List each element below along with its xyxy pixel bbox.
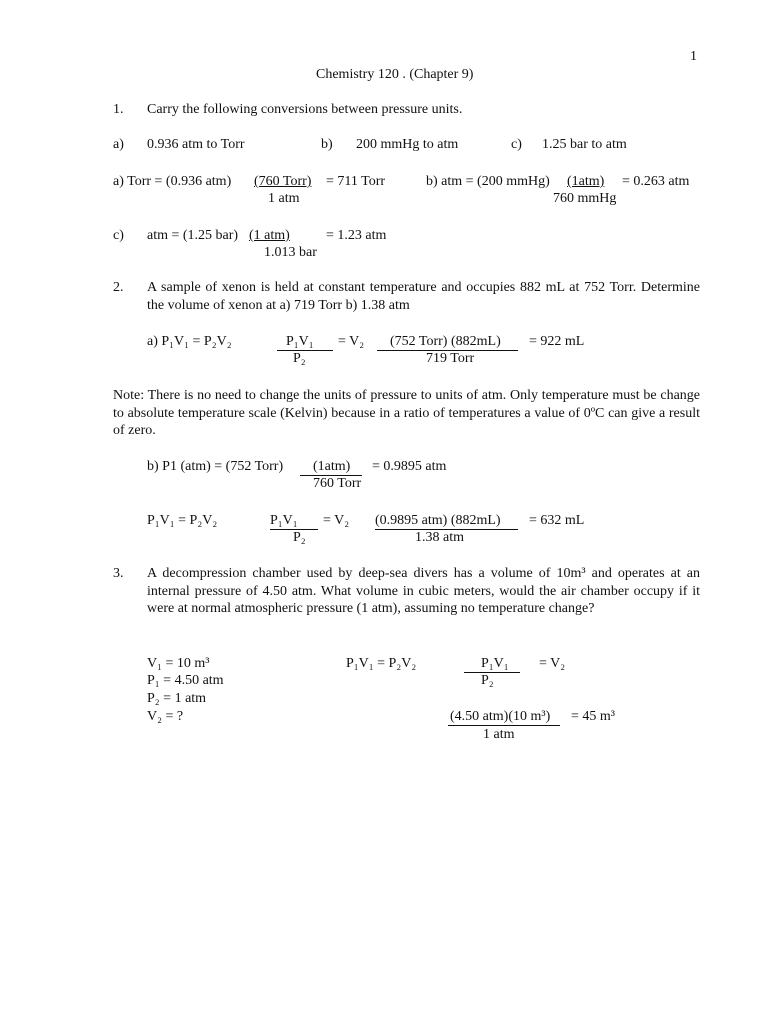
q1-sol-a-result: = 711 Torr — [326, 174, 386, 189]
q2-number: 2. — [113, 280, 124, 295]
q1-sol-b-result: = 0.263 atm — [622, 174, 690, 189]
q2a-calc-denominator: 719 Torr — [426, 351, 475, 366]
q1-sol-a-lhs: a) Torr = (0.936 atm) — [113, 174, 232, 189]
q2b-denominator: 760 Torr — [313, 476, 362, 491]
q1-sol-c-denominator: 1.013 bar — [264, 245, 317, 260]
q2a-result: = 922 mL — [529, 334, 585, 349]
q3-equals-v2: = V₂ — [539, 656, 566, 671]
q2b-result: = 632 mL — [529, 513, 585, 528]
q3-given-v1: V₁ = 10 m³ — [147, 656, 210, 671]
q3-prompt: A decompression chamber used by deep-sea divers has a volume of 10m³ and operates at an internal pressure of 4.50 atm. What volume in cubic meters, would the air chamber occupy if it were at normal atmospheric pressure (1 atm), assuming no temperature change? — [147, 566, 700, 616]
q3-given-v2: V₂ = ? — [147, 709, 184, 724]
q1-part-b-label: b) — [321, 137, 333, 152]
q1-sol-c-numerator: (1 atm) — [249, 228, 290, 243]
q1-prompt: Carry the following conversions between pressure units. — [147, 102, 463, 117]
q1-sol-b-numerator: (1atm) — [567, 174, 605, 189]
q1-sol-c-label: c) — [113, 228, 124, 243]
q1-part-c-label: c) — [511, 137, 522, 152]
q3-calc-bar — [448, 725, 560, 726]
q1-part-c-text: 1.25 bar to atm — [542, 137, 627, 152]
q3-equation: P₁V₁ = P₂V₂ — [346, 656, 417, 671]
q2a-fraction-denominator: P₂ — [293, 351, 306, 366]
q1-sol-b-denominator: 760 mmHg — [553, 191, 617, 206]
q2b-numerator: (1atm) — [313, 459, 351, 474]
page-number: 1 — [690, 49, 697, 64]
q1-sol-b-lhs: b) atm = (200 mmHg) — [426, 174, 550, 189]
q1-sol-c-lhs: atm = (1.25 bar) — [147, 228, 239, 243]
q3-result: = 45 m³ — [571, 709, 615, 724]
q2-prompt: A sample of xenon is held at constant temperature and occupies 882 mL at 752 Torr. Determine the volume of xenon at a) 719 Torr b) 1.38 atm — [147, 280, 700, 313]
q2a-equals-v2: = V₂ — [338, 334, 365, 349]
q3-number: 3. — [113, 566, 124, 581]
q2a-calc-numerator: (752 Torr) (882mL) — [390, 334, 501, 349]
q2b-fraction-denominator: P₂ — [293, 530, 306, 545]
q2a-equation: a) P₁V₁ = P₂V₂ — [147, 334, 232, 349]
q2b-lhs: b) P1 (atm) = (752 Torr) — [147, 459, 284, 474]
q2a-fraction-numerator: P₁V₁ — [286, 334, 314, 349]
q1-number: 1. — [113, 102, 124, 117]
q1-sol-c-result: = 1.23 atm — [326, 228, 387, 243]
q1-sol-a-numerator: (760 Torr) — [254, 174, 312, 189]
q3-calc-numerator: (4.50 atm)(10 m³) — [450, 709, 551, 724]
q3-fraction-numerator: P₁V₁ — [481, 656, 509, 671]
q1-part-a-label: a) — [113, 137, 124, 152]
page-title: Chemistry 120 . (Chapter 9) — [316, 67, 474, 82]
q2b-equation: P₁V₁ = P₂V₂ — [147, 513, 218, 528]
q1-part-a-text: 0.936 atm to Torr — [147, 137, 245, 152]
q1-sol-a-denominator: 1 atm — [268, 191, 300, 206]
q2-note: Note: There is no need to change the units of pressure to units of atm. Only temperature must be change to absolute temperature scale (Kelvin) because in a ratio of temperatures a value of 0ºC can give a result of zero. — [113, 388, 700, 438]
q2b-result: = 0.9895 atm — [372, 459, 447, 474]
q3-calc-denominator: 1 atm — [483, 727, 515, 742]
q2b-fraction-numerator: P₁V₁ — [270, 513, 298, 528]
q3-given-p1: P₁ = 4.50 atm — [147, 673, 224, 688]
q3-given-p2: P₂ = 1 atm — [147, 691, 207, 706]
q2b-calc-numerator: (0.9895 atm) (882mL) — [375, 513, 501, 528]
q3-fraction-denominator: P₂ — [481, 673, 494, 688]
q2b-equals-v2: = V₂ — [323, 513, 350, 528]
q1-part-b-text: 200 mmHg to atm — [356, 137, 459, 152]
q2b-calc-denominator: 1.38 atm — [415, 530, 464, 545]
